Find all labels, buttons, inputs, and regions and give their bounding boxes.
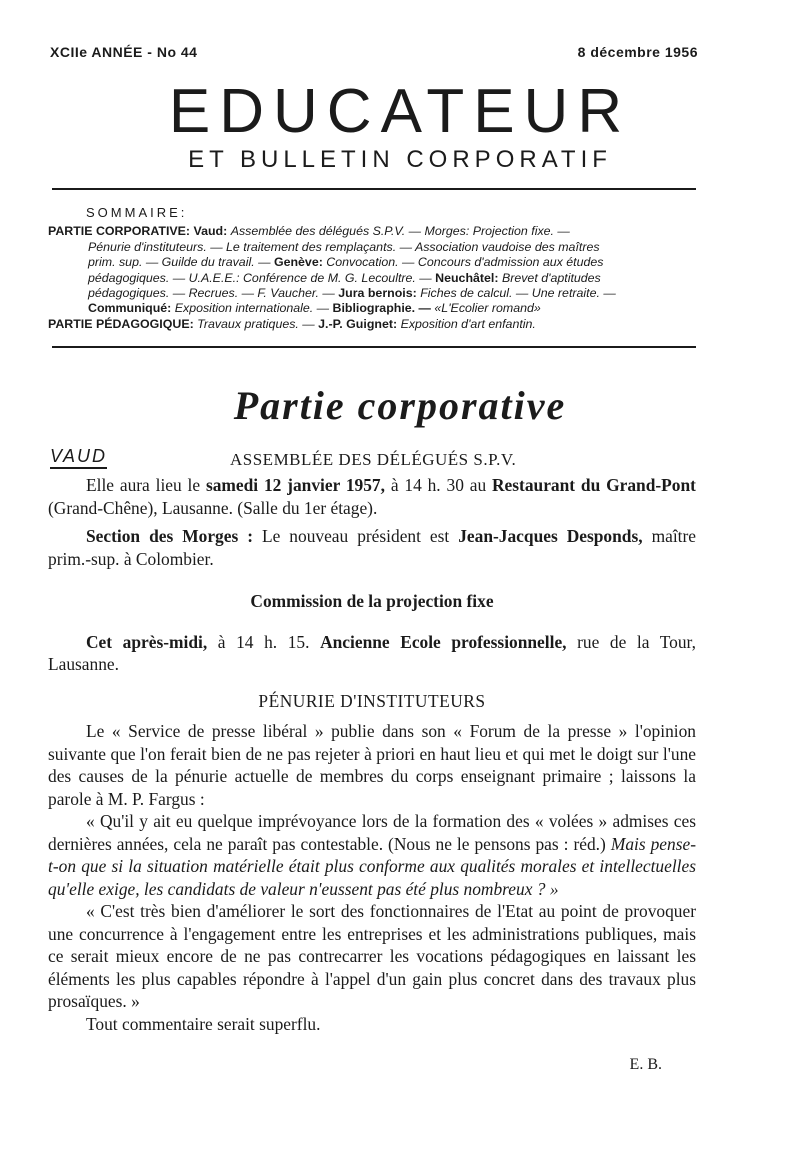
paragraph-penurie: Le « Service de presse libéral » publie dans son « Forum de la presse » l'opinion suivante que l'on ferait bien de ne pas rejeter à priori en haut lieu et qui met le doigt sur l'une des causes de la pénurie actuelle de membres du corps enseignant primaire ; laissons la parole à M. P. Fargus : — [48, 721, 696, 809]
summary-text: pédagogiques. — Recrues. — F. Vaucher. — — [88, 286, 335, 301]
summary-text: Assemblée des délégués S.P.V. — — [230, 224, 422, 239]
paragraph-assembly — [48, 474, 696, 519]
text-bold: Restaurant du Grand-Pont — [491, 475, 696, 495]
summary-corporative-label: PARTIE CORPORATIVE: — [48, 224, 191, 239]
header-rule — [52, 188, 696, 190]
summary-rule — [52, 346, 696, 348]
paragraph-closing: Tout commentaire serait superflu. — [86, 1013, 321, 1034]
text-bold: Cet après-midi, — [86, 631, 208, 652]
summary-text: Convocation. — Concours d'admission aux études — [326, 255, 604, 270]
text-bold: Section des Morges : — [86, 526, 253, 546]
text: rue de la Tour, Lausanne. — [48, 631, 696, 674]
summary-text: Exposition internationale. — — [174, 301, 330, 316]
summary-text: «L'Ecolier romand» — [434, 301, 541, 316]
article-body — [48, 474, 696, 1035]
penurie-heading: PÉNURIE D'INSTITUTEURS — [258, 690, 486, 711]
paragraph-quote-2: « C'est très bien d'améliorer le sort des fonctionnaires de l'Etat au point de provoquer une concurrence à l'engagement entre les entreprises et les administrations publiques, mais ce serait mieux encore de ne pas contrecarrer les vocations pédagogiques en laissant les éléments les plus capables répondre à l'appel d'un gain plus concret dans des travaux plus prosaïques. » — [48, 901, 696, 1011]
text: « Qu'il y ait eu quelque imprévoyance lors de la formation des « volées » admises ces dernières années, cela ne paraît pas contestable. (Nous ne le pensons pas : réd.) — [48, 811, 696, 854]
text: (Grand-Chêne), Lausanne. (Salle du 1er étage). — [48, 497, 378, 518]
masthead-title: EDUCATEUR — [168, 77, 632, 146]
summary-text: pédagogiques. — U.A.E.E.: Conférence de M. G. Lecoultre. — — [88, 270, 432, 285]
text: à 14 h. 15. — [217, 631, 310, 652]
summary-place: Communiqué: — [88, 301, 172, 316]
text: à 14 h. 30 au — [390, 475, 487, 495]
canton-heading: VAUD — [50, 446, 107, 469]
masthead-subtitle: ET BULLETIN CORPORATIF — [188, 146, 612, 173]
summary-place: Neuchâtel: — [435, 270, 499, 285]
summary-place: Jura bernois: — [338, 286, 417, 301]
summary-text: prim. sup. — Guilde du travail. — — [88, 255, 271, 270]
text-bold: Jean-Jacques Desponds, — [458, 526, 643, 546]
summary-place: Morges: — [424, 224, 470, 239]
summary-text: Brevet d'aptitudes — [501, 270, 601, 285]
commission-heading: Commission de la projection fixe — [250, 591, 494, 611]
issue-number: XCIIe ANNÉE - No 44 — [50, 44, 198, 60]
summary-text: Pénurie d'instituteurs. — Le traitement des remplaçants. — Association vaudoise des maîtres — [88, 239, 600, 254]
summary-text: Travaux pratiques. — — [197, 316, 315, 331]
table-of-contents — [48, 205, 698, 332]
text-bold: samedi 12 janvier 1957, — [205, 475, 385, 495]
signature: E. B. — [629, 1056, 662, 1073]
summary-text: Exposition d'art enfantin. — [400, 316, 536, 331]
text-bold: Ancienne Ecole professionnelle, — [320, 631, 567, 652]
text-italic: Mais pense-t-on que si la situation matérielle était plus conforme aux qualités morales et intellectuelles qu'elle exige, les candidats de valeur n'eussent pas été plus nombreux ? » — [48, 833, 696, 899]
text: maître prim.-sup. à Colombier. — [48, 526, 696, 569]
text: Elle aura lieu le — [86, 475, 201, 495]
section-title: Partie corporative — [233, 383, 567, 428]
issue-date: 8 décembre 1956 — [577, 44, 698, 60]
text: Le nouveau président est — [261, 526, 450, 546]
summary-place: Vaud: — [193, 224, 228, 239]
summary-text: Fiches de calcul. — Une retraite. — — [420, 286, 616, 301]
summary-place: Bibliographie. — — [332, 301, 431, 316]
summary-text: Projection fixe. — — [472, 224, 570, 239]
paragraph-morges — [48, 525, 696, 570]
paragraph-quote-1 — [48, 810, 696, 900]
paragraph-commission — [48, 631, 696, 676]
summary-place: J.-P. Guignet: — [318, 316, 398, 331]
summary-pedagogique-label: PARTIE PÉDAGOGIQUE: — [48, 316, 194, 331]
summary-label: SOMMAIRE: — [86, 205, 188, 220]
summary-place: Genève: — [273, 255, 323, 270]
article-title: ASSEMBLÉE DES DÉLÉGUÉS S.P.V. — [230, 450, 517, 469]
